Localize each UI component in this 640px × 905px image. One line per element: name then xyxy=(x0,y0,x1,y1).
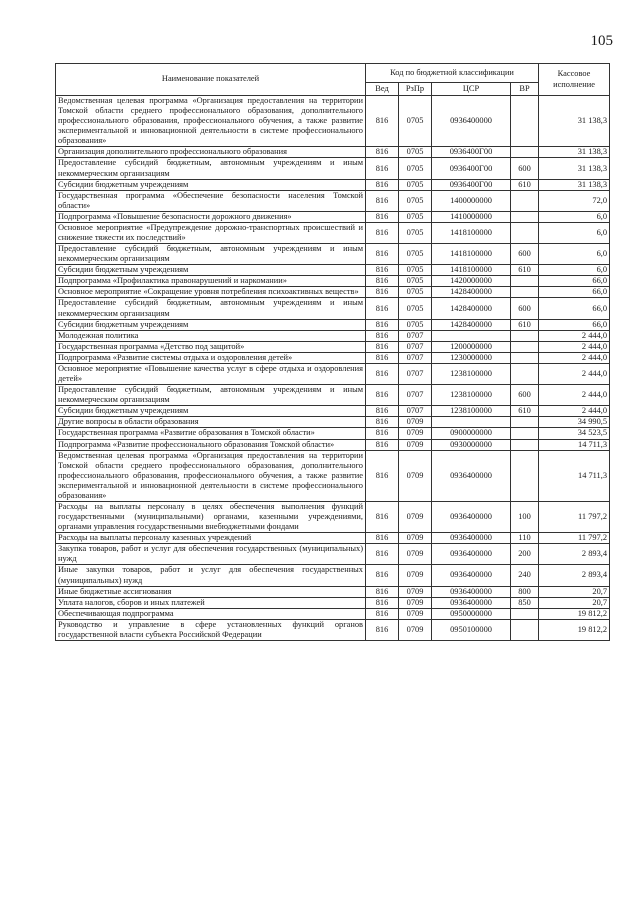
row-name: Подпрограмма «Профилактика правонарушений и наркомании» xyxy=(56,276,366,287)
row-name: Основное мероприятие «Предупреждение дорожно-транспортных происшествий и снижение тяжести их последствий» xyxy=(56,222,366,243)
row-rzpr: 0705 xyxy=(399,158,432,179)
row-ved: 816 xyxy=(366,428,399,439)
row-vr xyxy=(511,450,539,501)
row-ved: 816 xyxy=(366,363,399,384)
row-sum: 2 444,0 xyxy=(539,352,610,363)
row-name: Иные закупки товаров, работ и услуг для обеспечения государственных (муниципальных) нужд xyxy=(56,565,366,586)
row-name: Молодежная политика xyxy=(56,330,366,341)
row-sum: 34 990,5 xyxy=(539,417,610,428)
row-ved: 816 xyxy=(366,96,399,147)
row-sum: 20,7 xyxy=(539,586,610,597)
row-name: Основное мероприятие «Сокращение уровня потребления психоактивных веществ» xyxy=(56,287,366,298)
row-sum: 66,0 xyxy=(539,276,610,287)
row-csr: 0900000000 xyxy=(432,428,511,439)
row-rzpr: 0705 xyxy=(399,319,432,330)
row-ved: 816 xyxy=(366,533,399,544)
table-row xyxy=(56,158,610,179)
row-rzpr: 0705 xyxy=(399,211,432,222)
row-rzpr: 0705 xyxy=(399,179,432,190)
row-ved: 816 xyxy=(366,244,399,265)
row-sum: 31 138,3 xyxy=(539,147,610,158)
table-row xyxy=(56,222,610,243)
row-name: Государственная программа «Детство под защитой» xyxy=(56,341,366,352)
row-name: Организация дополнительного профессионального образования xyxy=(56,147,366,158)
row-ved: 816 xyxy=(366,417,399,428)
row-rzpr: 0709 xyxy=(399,428,432,439)
row-name: Предоставление субсидий бюджетным, автономным учреждениям и иным некоммерческим организациям xyxy=(56,298,366,319)
table-row xyxy=(56,544,610,565)
row-sum: 6,0 xyxy=(539,211,610,222)
row-vr xyxy=(511,190,539,211)
row-vr: 200 xyxy=(511,544,539,565)
row-rzpr: 0705 xyxy=(399,276,432,287)
table-row xyxy=(56,330,610,341)
row-rzpr: 0705 xyxy=(399,190,432,211)
row-rzpr: 0709 xyxy=(399,608,432,619)
row-rzpr: 0707 xyxy=(399,330,432,341)
row-sum: 2 444,0 xyxy=(539,385,610,406)
row-vr xyxy=(511,330,539,341)
row-rzpr: 0709 xyxy=(399,533,432,544)
row-ved: 816 xyxy=(366,619,399,640)
row-vr xyxy=(511,428,539,439)
table-row xyxy=(56,179,610,190)
row-name: Предоставление субсидий бюджетным, автономным учреждениям и иным некоммерческим организациям xyxy=(56,158,366,179)
row-csr: 1238100000 xyxy=(432,363,511,384)
row-vr xyxy=(511,147,539,158)
row-ved: 816 xyxy=(366,190,399,211)
header-rzpr: РзПр xyxy=(399,83,432,96)
row-csr: 1238100000 xyxy=(432,406,511,417)
row-vr xyxy=(511,222,539,243)
row-csr: 1230000000 xyxy=(432,352,511,363)
row-csr: 0936400000 xyxy=(432,597,511,608)
row-name: Другие вопросы в области образования xyxy=(56,417,366,428)
row-vr: 100 xyxy=(511,501,539,532)
table-row xyxy=(56,363,610,384)
row-rzpr: 0705 xyxy=(399,147,432,158)
row-sum: 2 893,4 xyxy=(539,565,610,586)
row-csr: 0930000000 xyxy=(432,439,511,450)
row-vr xyxy=(511,439,539,450)
row-ved: 816 xyxy=(366,608,399,619)
row-name: Субсидии бюджетным учреждениям xyxy=(56,406,366,417)
row-ved: 816 xyxy=(366,385,399,406)
page-number: 105 xyxy=(590,33,613,49)
row-vr: 610 xyxy=(511,319,539,330)
row-vr xyxy=(511,417,539,428)
row-name: Предоставление субсидий бюджетным, автономным учреждениям и иным некоммерческим организациям xyxy=(56,385,366,406)
row-name: Подпрограмма «Повышение безопасности дорожного движения» xyxy=(56,211,366,222)
row-name: Предоставление субсидий бюджетным, автономным учреждениям и иным некоммерческим организациям xyxy=(56,244,366,265)
row-csr: 1238100000 xyxy=(432,385,511,406)
row-rzpr: 0707 xyxy=(399,363,432,384)
table-row xyxy=(56,608,610,619)
table-row xyxy=(56,190,610,211)
row-sum: 14 711,3 xyxy=(539,439,610,450)
row-sum: 19 812,2 xyxy=(539,619,610,640)
row-name: Субсидии бюджетным учреждениям xyxy=(56,319,366,330)
row-ved: 816 xyxy=(366,330,399,341)
row-csr: 1410000000 xyxy=(432,211,511,222)
row-rzpr: 0705 xyxy=(399,265,432,276)
row-vr xyxy=(511,619,539,640)
row-rzpr: 0709 xyxy=(399,450,432,501)
row-ved: 816 xyxy=(366,450,399,501)
row-sum: 66,0 xyxy=(539,298,610,319)
row-ved: 816 xyxy=(366,544,399,565)
row-name: Подпрограмма «Развитие системы отдыха и оздоровления детей» xyxy=(56,352,366,363)
row-ved: 816 xyxy=(366,586,399,597)
table-row xyxy=(56,265,610,276)
row-name: Расходы на выплаты персоналу в целях обеспечения выполнения функций государственными (муниципальными) органами, казенными учреждениями, органами управления государственными внебюджетными фондами xyxy=(56,501,366,532)
row-rzpr: 0709 xyxy=(399,586,432,597)
row-name: Субсидии бюджетным учреждениям xyxy=(56,179,366,190)
row-rzpr: 0707 xyxy=(399,341,432,352)
table-row xyxy=(56,439,610,450)
row-csr: 0936400000 xyxy=(432,544,511,565)
row-csr: 0950000000 xyxy=(432,608,511,619)
row-ved: 816 xyxy=(366,406,399,417)
row-csr: 0950100000 xyxy=(432,619,511,640)
row-sum: 31 138,3 xyxy=(539,96,610,147)
row-ved: 816 xyxy=(366,319,399,330)
row-sum: 66,0 xyxy=(539,287,610,298)
row-rzpr: 0707 xyxy=(399,406,432,417)
row-rzpr: 0709 xyxy=(399,597,432,608)
row-sum: 20,7 xyxy=(539,597,610,608)
row-sum: 14 711,3 xyxy=(539,450,610,501)
row-csr xyxy=(432,330,511,341)
row-vr xyxy=(511,96,539,147)
row-ved: 816 xyxy=(366,341,399,352)
row-name: Руководство и управление в сфере установленных функций органов государственной власти субъекта Российской Федерации xyxy=(56,619,366,640)
row-rzpr: 0709 xyxy=(399,501,432,532)
table-row xyxy=(56,287,610,298)
row-csr: 0936400000 xyxy=(432,533,511,544)
table-row xyxy=(56,450,610,501)
table-row xyxy=(56,319,610,330)
row-rzpr: 0705 xyxy=(399,96,432,147)
row-vr: 600 xyxy=(511,158,539,179)
row-name: Уплата налогов, сборов и иных платежей xyxy=(56,597,366,608)
row-ved: 816 xyxy=(366,265,399,276)
table-row xyxy=(56,406,610,417)
row-csr: 1418100000 xyxy=(432,244,511,265)
row-ved: 816 xyxy=(366,179,399,190)
row-sum: 6,0 xyxy=(539,244,610,265)
row-sum: 2 893,4 xyxy=(539,544,610,565)
row-csr: 0936400000 xyxy=(432,565,511,586)
row-vr: 850 xyxy=(511,597,539,608)
row-ved: 816 xyxy=(366,287,399,298)
row-name: Государственная программа «Обеспечение безопасности населения Томской области» xyxy=(56,190,366,211)
row-vr xyxy=(511,287,539,298)
table-row xyxy=(56,298,610,319)
table-row xyxy=(56,417,610,428)
row-csr: 0936400000 xyxy=(432,450,511,501)
row-vr xyxy=(511,352,539,363)
table-row xyxy=(56,211,610,222)
row-rzpr: 0705 xyxy=(399,222,432,243)
row-csr: 1418100000 xyxy=(432,222,511,243)
table-row xyxy=(56,597,610,608)
row-vr: 600 xyxy=(511,244,539,265)
row-sum: 66,0 xyxy=(539,319,610,330)
row-vr: 610 xyxy=(511,265,539,276)
table-row xyxy=(56,619,610,640)
row-rzpr: 0709 xyxy=(399,619,432,640)
row-vr: 610 xyxy=(511,406,539,417)
row-sum: 6,0 xyxy=(539,265,610,276)
row-csr: 1400000000 xyxy=(432,190,511,211)
row-name: Субсидии бюджетным учреждениям xyxy=(56,265,366,276)
row-csr: 0936400000 xyxy=(432,501,511,532)
row-ved: 816 xyxy=(366,211,399,222)
table-body xyxy=(56,96,610,641)
table-header xyxy=(56,64,610,96)
row-ved: 816 xyxy=(366,147,399,158)
row-vr: 110 xyxy=(511,533,539,544)
row-name: Расходы на выплаты персоналу казенных учреждений xyxy=(56,533,366,544)
row-csr: 1420000000 xyxy=(432,276,511,287)
row-csr: 0936400Г00 xyxy=(432,179,511,190)
row-ved: 816 xyxy=(366,222,399,243)
row-ved: 816 xyxy=(366,565,399,586)
row-ved: 816 xyxy=(366,501,399,532)
header-csr: ЦСР xyxy=(432,83,511,96)
row-csr xyxy=(432,417,511,428)
row-ved: 816 xyxy=(366,352,399,363)
row-vr xyxy=(511,276,539,287)
row-ved: 816 xyxy=(366,439,399,450)
table-row xyxy=(56,96,610,147)
row-vr: 600 xyxy=(511,298,539,319)
row-ved: 816 xyxy=(366,597,399,608)
table-row xyxy=(56,428,610,439)
header-vr: ВР xyxy=(511,83,539,96)
row-sum: 2 444,0 xyxy=(539,330,610,341)
row-vr xyxy=(511,341,539,352)
row-ved: 816 xyxy=(366,298,399,319)
row-vr: 610 xyxy=(511,179,539,190)
row-csr: 1428400000 xyxy=(432,298,511,319)
row-rzpr: 0707 xyxy=(399,385,432,406)
row-sum: 11 797,2 xyxy=(539,533,610,544)
row-rzpr: 0709 xyxy=(399,544,432,565)
row-ved: 816 xyxy=(366,276,399,287)
row-sum: 19 812,2 xyxy=(539,608,610,619)
row-csr: 1418100000 xyxy=(432,265,511,276)
row-name: Обеспечивающая подпрограмма xyxy=(56,608,366,619)
row-rzpr: 0709 xyxy=(399,439,432,450)
table-row xyxy=(56,385,610,406)
row-sum: 2 444,0 xyxy=(539,406,610,417)
table-row xyxy=(56,352,610,363)
row-vr xyxy=(511,608,539,619)
row-sum: 11 797,2 xyxy=(539,501,610,532)
row-ved: 816 xyxy=(366,158,399,179)
row-name: Ведомственная целевая программа «Организация предоставления на территории Томской области среднего профессионального образования, дополнительного профессионального образования, профессионального обучения, а также развитие экспериментальной и инновационной деятельности в системе профессионального образования» xyxy=(56,450,366,501)
row-sum: 34 523,5 xyxy=(539,428,610,439)
row-sum: 2 444,0 xyxy=(539,341,610,352)
table-row xyxy=(56,565,610,586)
row-sum: 6,0 xyxy=(539,222,610,243)
row-vr xyxy=(511,211,539,222)
table-row xyxy=(56,533,610,544)
row-name: Ведомственная целевая программа «Организация предоставления на территории Томской области среднего профессионального образования, дополнительного профессионального образования, профессионального обучения, а также развитие экспериментальной и инновационной деятельности в системе профессионального образования» xyxy=(56,96,366,147)
row-name: Закупка товаров, работ и услуг для обеспечения государственных (муниципальных) нужд xyxy=(56,544,366,565)
row-vr xyxy=(511,363,539,384)
row-rzpr: 0705 xyxy=(399,287,432,298)
row-sum: 31 138,3 xyxy=(539,179,610,190)
row-csr: 0936400000 xyxy=(432,96,511,147)
header-sum: Кассовое исполнение xyxy=(539,64,610,96)
row-sum: 2 444,0 xyxy=(539,363,610,384)
header-ved: Вед xyxy=(366,83,399,96)
table-row xyxy=(56,147,610,158)
row-csr: 0936400Г00 xyxy=(432,158,511,179)
row-name: Иные бюджетные ассигнования xyxy=(56,586,366,597)
row-rzpr: 0705 xyxy=(399,298,432,319)
row-rzpr: 0709 xyxy=(399,417,432,428)
row-rzpr: 0707 xyxy=(399,352,432,363)
row-name: Государственная программа «Развитие образования в Томской области» xyxy=(56,428,366,439)
table-row xyxy=(56,341,610,352)
header-code-group: Код по бюджетной классификации xyxy=(366,64,539,83)
row-name: Основное мероприятие «Повышение качества услуг в сфере отдыха и оздоровления детей» xyxy=(56,363,366,384)
row-csr: 1428400000 xyxy=(432,319,511,330)
row-vr: 600 xyxy=(511,385,539,406)
row-csr: 0936400Г00 xyxy=(432,147,511,158)
table-row xyxy=(56,276,610,287)
row-csr: 0936400000 xyxy=(432,586,511,597)
budget-execution-table xyxy=(55,63,610,641)
table-row xyxy=(56,244,610,265)
header-name: Наименование показателей xyxy=(56,64,366,96)
row-rzpr: 0705 xyxy=(399,244,432,265)
row-sum: 72,0 xyxy=(539,190,610,211)
row-vr: 800 xyxy=(511,586,539,597)
row-sum: 31 138,3 xyxy=(539,158,610,179)
table-row xyxy=(56,586,610,597)
table-row xyxy=(56,501,610,532)
row-name: Подпрограмма «Развитие профессионального образования Томской области» xyxy=(56,439,366,450)
row-vr: 240 xyxy=(511,565,539,586)
row-csr: 1200000000 xyxy=(432,341,511,352)
row-rzpr: 0709 xyxy=(399,565,432,586)
row-csr: 1428400000 xyxy=(432,287,511,298)
